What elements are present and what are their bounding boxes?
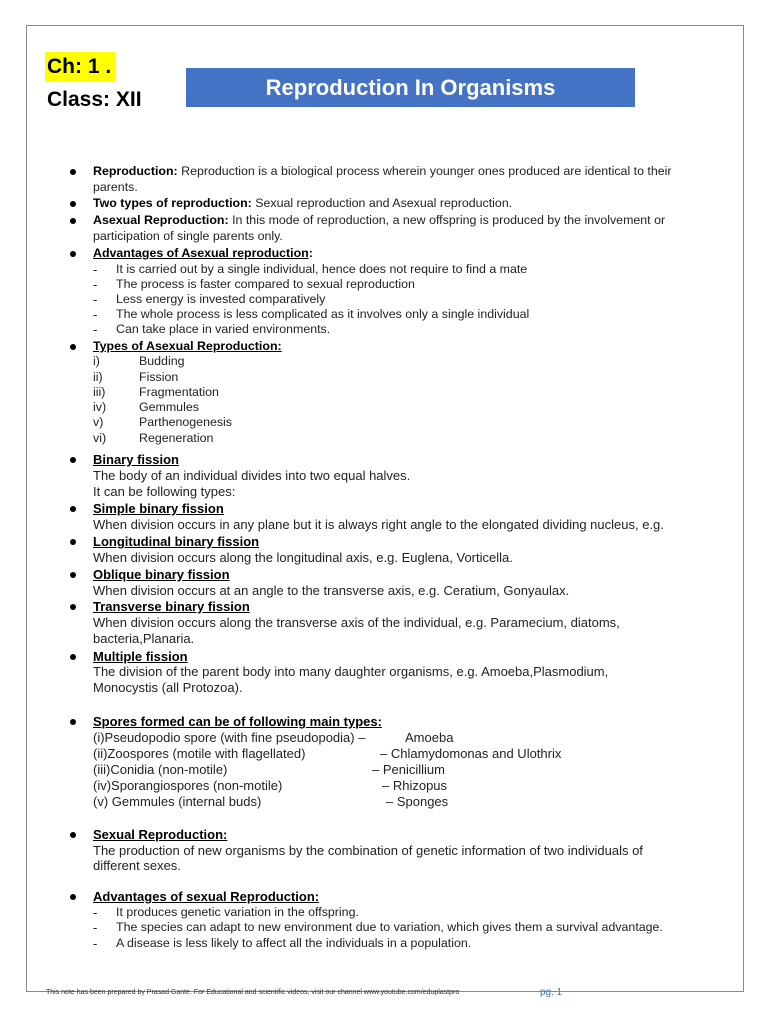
bullet: [70, 832, 76, 838]
list-number: ii): [93, 370, 103, 384]
list-number: iii): [93, 385, 106, 399]
spore-example: – Sponges: [386, 794, 449, 809]
bullet: [70, 201, 76, 207]
sexual-text: The production of new organisms by the combination of genetic information of two individuals of: [93, 843, 643, 858]
binary-fission-text: It can be following types:: [93, 484, 236, 499]
reproduction-definition-cont: parents.: [93, 180, 138, 194]
spores-heading: Spores formed can be of following main types:: [93, 714, 382, 729]
spore-type: (ii)Zoospores (motile with flagellated): [93, 746, 306, 761]
title-banner: [186, 68, 635, 107]
bullet: [70, 654, 76, 660]
bullet: [70, 604, 76, 610]
multiple-fission-text: The division of the parent body into many daughter organisms, e.g. Amoeba,Plasmodium,: [93, 664, 609, 679]
oblique-fission-heading: Oblique binary fission: [93, 567, 230, 582]
spore-type: (i)Pseudopodio spore (with fine pseudopodia) –: [93, 730, 366, 745]
page-number: pg. 1: [540, 987, 563, 998]
footer-note: This note has been prepared by Prasad Gante. For Educational and scientific videos, visit our channel www.youtube.com/eduplastpro: [46, 989, 460, 996]
bullet: [70, 218, 76, 224]
dash: -: [93, 292, 98, 307]
bullet: [70, 719, 76, 725]
longitudinal-fission-heading: Longitudinal binary fission: [93, 534, 260, 549]
asexual-definition-cont: participation of single parents only.: [93, 229, 283, 243]
list-item: Parthenogenesis: [139, 415, 232, 429]
advantage-item: It is carried out by a single individual, hence does not require to find a mate: [116, 262, 528, 276]
advantages-asexual-heading: Advantages of Asexual reproduction:: [93, 246, 313, 260]
binary-fission-heading: Binary fission: [93, 452, 179, 467]
sexual-heading: Sexual Reproduction:: [93, 827, 228, 842]
transverse-fission-heading: Transverse binary fission: [93, 599, 250, 614]
simple-fission-text: When division occurs in any plane but it is always right angle to the elongated dividing nucleus, e.g.: [93, 517, 664, 532]
longitudinal-fission-text: When division occurs along the longitudinal axis, e.g. Euglena, Vorticella.: [93, 550, 513, 565]
dash: -: [93, 905, 98, 920]
list-item: Budding: [139, 354, 185, 368]
multiple-fission-heading: Multiple fission: [93, 649, 188, 664]
asexual-definition: Asexual Reproduction: In this mode of reproduction, a new offspring is produced by the involvement or: [93, 213, 666, 227]
list-item: Fission: [139, 370, 179, 384]
simple-fission-heading: Simple binary fission: [93, 501, 224, 516]
binary-fission-text: The body of an individual divides into two equal halves.: [93, 468, 411, 483]
list-item: Regeneration: [139, 431, 214, 445]
two-types-line: Two types of reproduction: Sexual reproduction and Asexual reproduction.: [93, 196, 513, 210]
oblique-fission-text: When division occurs at an angle to the transverse axis, e.g. Ceratium, Gonyaulax.: [93, 583, 570, 598]
dash: -: [93, 307, 98, 322]
dash: -: [93, 322, 98, 337]
dash: -: [93, 262, 98, 277]
page-title: Reproduction In Organisms: [265, 74, 556, 100]
spore-example: – Chlamydomonas and Ulothrix: [380, 746, 562, 761]
advantage-item: A disease is less likely to affect all the individuals in a population.: [116, 936, 472, 950]
advantage-item: Can take place in varied environments.: [116, 322, 331, 336]
advantage-item: The whole process is less complicated as it involves only a single individual: [116, 307, 530, 321]
advantages-sexual-heading: Advantages of sexual Reproduction:: [93, 889, 320, 904]
transverse-fission-text: When division occurs along the transverse axis of the individual, e.g. Paramecium, diatoms,: [93, 615, 620, 630]
sexual-text: different sexes.: [93, 858, 181, 873]
spore-type: (iv)Sporangiospores (non-motile): [93, 778, 283, 793]
bullet: [70, 169, 76, 175]
list-number: iv): [93, 400, 107, 414]
bullet: [70, 572, 76, 578]
spore-type: (v) Gemmules (internal buds): [93, 794, 262, 809]
list-number: i): [93, 354, 100, 368]
list-item: Fragmentation: [139, 385, 219, 399]
spore-example: – Penicillium: [372, 762, 445, 777]
advantage-item: The process is faster compared to sexual reproduction: [116, 277, 415, 291]
bullet: [70, 457, 76, 463]
advantage-item: The species can adapt to new environment due to variation, which gives them a survival advantage.: [116, 920, 663, 934]
dash: -: [93, 277, 98, 292]
transverse-fission-text: bacteria,Planaria.: [93, 631, 195, 646]
dash: -: [93, 920, 98, 935]
bullet: [70, 251, 76, 257]
bullet: [70, 894, 76, 900]
dash: -: [93, 936, 98, 951]
types-asexual-heading: Types of Asexual Reproduction:: [93, 339, 282, 353]
bullet: [70, 344, 76, 350]
list-item: Gemmules: [139, 400, 199, 414]
multiple-fission-text: Monocystis (all Protozoa).: [93, 680, 243, 695]
list-number: v): [93, 415, 104, 429]
spore-example: – Rhizopus: [382, 778, 448, 793]
class-label: Class: XII: [47, 88, 142, 111]
spore-example: Amoeba: [405, 730, 454, 745]
bullet: [70, 506, 76, 512]
reproduction-definition: Reproduction: Reproduction is a biological process wherein younger ones produced are identical to their: [93, 164, 672, 178]
spore-type: (iii)Conidia (non-motile): [93, 762, 228, 777]
advantage-item: It produces genetic variation in the offspring.: [116, 905, 359, 919]
bullet: [70, 539, 76, 545]
list-number: vi): [93, 431, 107, 445]
advantage-item: Less energy is invested comparatively: [116, 292, 326, 306]
chapter-label: Ch: 1 .: [45, 52, 115, 82]
